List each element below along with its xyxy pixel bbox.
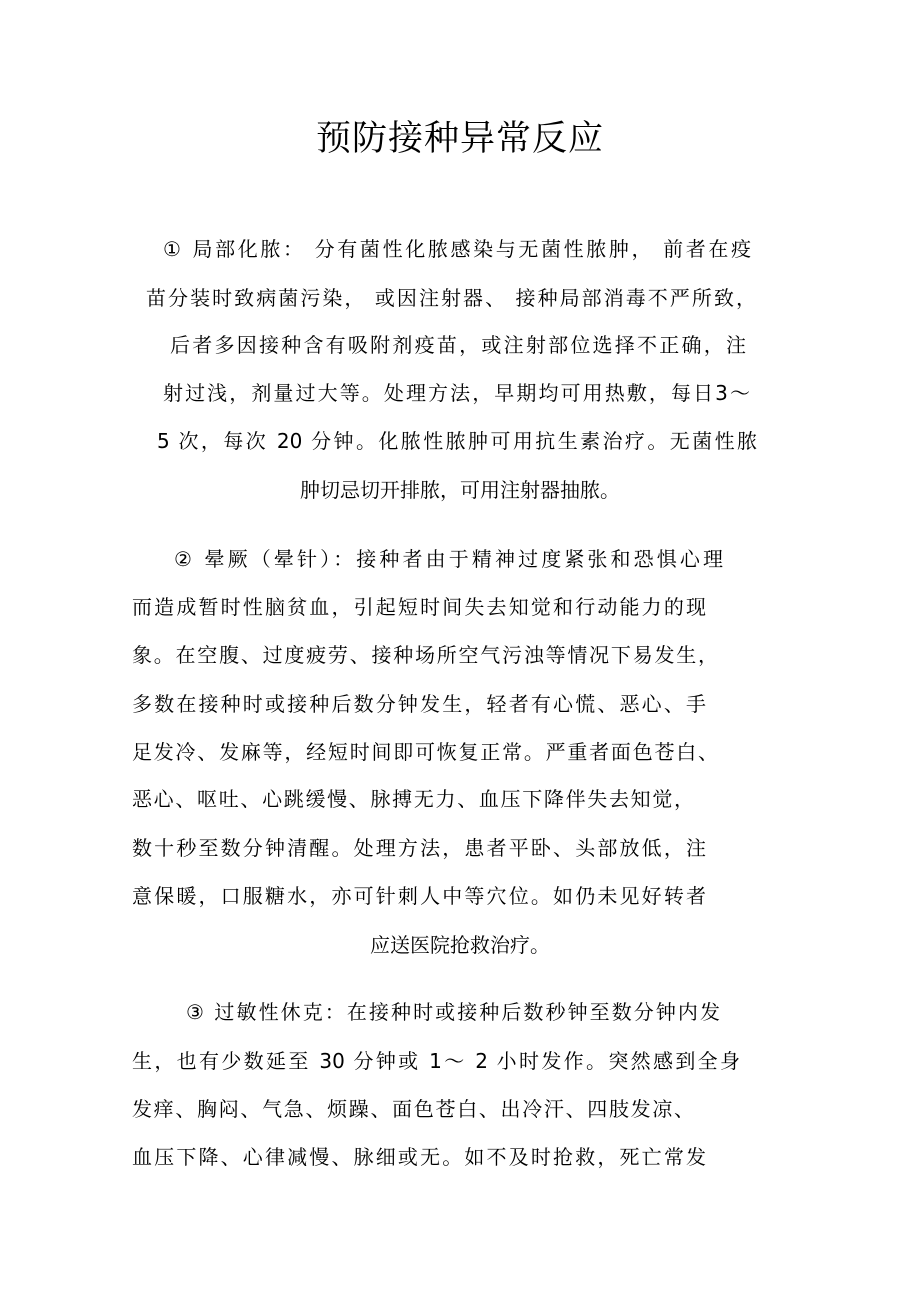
paragraph-line: ② 晕厥（晕针）：接种者由于精神过度紧张和恐惧心理 <box>174 547 723 571</box>
paragraph-line: 象。在空腹、过度疲劳、接种场所空气污浊等情况下易发生， <box>132 643 718 667</box>
paragraph-line: 发痒、胸闷、气急、烦躁、面色苍白、出冷汗、四肢发凉、 <box>132 1097 694 1121</box>
paragraph-line: 意保暖，口服糖水，亦可针刺人中等穴位。如仍未见好转者 <box>132 884 706 908</box>
paragraph-line: 数十秒至数分钟清醒。处理方法，患者平卧、头部放低，注 <box>132 836 706 860</box>
paragraph-line: 应送医院抢救治疗。 <box>370 933 550 957</box>
paragraph-line: ③ 过敏性休克：在接种时或接种后数秒钟至数分钟内发 <box>186 1000 720 1024</box>
paragraph-line: 射过浅，剂量过大等。处理方法，早期均可用热敷，每日3～ <box>163 381 750 405</box>
paragraph-line: 后者多因接种含有吸附剂疫苗，或注射部位选择不正确，注 <box>170 333 746 357</box>
paragraph-line: 生，也有少数延至 30 分钟或 1～ 2 小时发作。突然感到全身 <box>132 1049 740 1073</box>
paragraph-line: 足发冷、发麻等，经短时间即可恢复正常。严重者面色苍白、 <box>132 740 718 764</box>
paragraph-line: ① 局部化脓： 分有菌性化脓感染与无菌性脓肿， 前者在疫 <box>163 237 751 261</box>
paragraph-line: 肿切忌切开排脓，可用注射器抽脓。 <box>300 478 620 502</box>
paragraph-line: 血压下降、心律减慢、脉细或无。如不及时抢救，死亡常发 <box>132 1145 706 1169</box>
paragraph-line: 恶心、呕吐、心跳缓慢、脉搏无力、血压下降伴失去知觉， <box>132 787 694 811</box>
paragraph-line: 苗分装时致病菌污染， 或因注射器、 接种局部消毒不严所致， <box>146 286 756 310</box>
document-title: 预防接种异常反应 <box>315 119 604 159</box>
paragraph-line: 而造成暂时性脑贫血，引起短时间失去知觉和行动能力的现 <box>132 595 706 619</box>
paragraph-line: 5 次，每次 20 分钟。化脓性脓肿可用抗生素治疗。无菌性脓 <box>157 429 757 453</box>
paragraph-line: 多数在接种时或接种后数分钟发生，轻者有心慌、恶心、手 <box>132 692 706 716</box>
